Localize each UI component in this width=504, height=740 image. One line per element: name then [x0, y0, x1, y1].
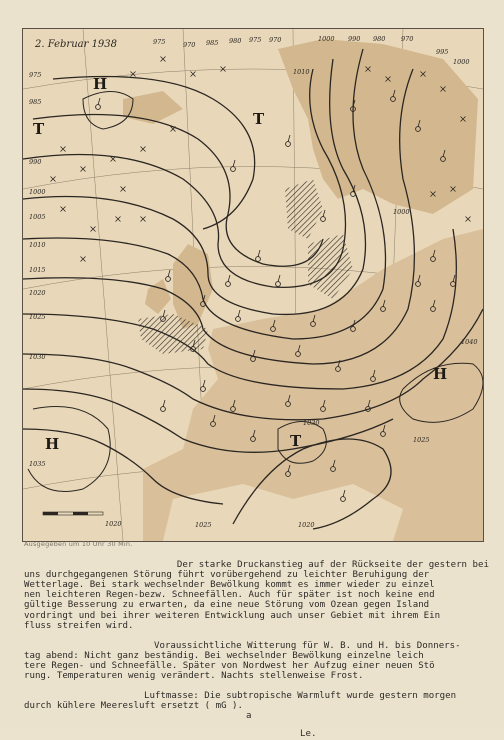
snow-symbol [191, 72, 196, 77]
isobar-label: 1020 [105, 520, 122, 528]
isobar-label: 1025 [413, 436, 430, 444]
intro-line: Wetterlage. Bei stark wechselnder Bewölkung kommt es immer wieder zu einzel [24, 580, 435, 591]
station-symbol [226, 282, 231, 287]
isobar-label: 990 [29, 158, 42, 166]
isobar-label: 975 [249, 36, 262, 44]
station-symbol [286, 142, 291, 147]
air-mass-line: Luftmasse: Die subtropische Warmluft wurde gestern morgen [144, 691, 457, 702]
isobar-label: 980 [373, 35, 386, 43]
air-mass-subscript: a [246, 711, 252, 722]
station-symbol [161, 407, 166, 412]
intro-line: gültige Besserung zu erwarten, da eine neue Störung vom Ozean gegen Island [24, 600, 430, 611]
outlook-line: Voraussichtliche Witterung für W. B. und H. bis Donners- [154, 640, 461, 651]
weather-map [22, 28, 484, 542]
weather-map-drawing [23, 29, 483, 541]
snow-symbol [141, 217, 146, 222]
intro-line: fluss streifen wird. [24, 620, 134, 631]
intro-line: vordringt und bei ihrer weiteren Entwicklung auch unser Gebiet mit ihrem Ein [24, 610, 441, 621]
outlook-line: tag abend: Nicht ganz beständig. Bei wechselnder Bewölkung einzelne leich [24, 650, 424, 661]
isobar-label: 975 [29, 71, 42, 79]
isobar-label: 970 [401, 35, 414, 43]
air-mass-note [24, 691, 490, 721]
wind-barb [278, 275, 280, 282]
isobar-label: 1000 [393, 208, 410, 216]
snow-symbol [141, 147, 146, 152]
low-center-north-sea: T [253, 110, 265, 128]
outlook-line: rung. Temperaturen wenig verändert. Nachts stellenweise Frost. [24, 671, 364, 682]
station-symbol [201, 387, 206, 392]
snow-symbol [466, 217, 471, 222]
high-center-east: H [433, 365, 448, 383]
isobar-label: 1010 [29, 241, 46, 249]
wind-barb [233, 160, 235, 167]
snow-symbol [111, 157, 116, 162]
snow-symbol [61, 207, 66, 212]
snow-symbol [221, 67, 226, 72]
isobar-label: 1035 [29, 460, 46, 468]
station-symbol [166, 277, 171, 282]
station-symbol [231, 167, 236, 172]
snow-symbol [61, 147, 66, 152]
isobar-label: 1030 [303, 419, 320, 427]
isobar-label: 985 [206, 39, 219, 47]
isobar-label: 1000 [453, 58, 470, 66]
isobar-label: 1020 [298, 521, 315, 529]
isobar-label: 975 [153, 38, 166, 46]
isobar-label: 1000 [318, 35, 335, 43]
isobar-label: 1030 [29, 353, 46, 361]
wind-barb [168, 270, 170, 277]
snow-symbol [91, 227, 96, 232]
station-symbol [276, 282, 281, 287]
isobar-label: 1025 [195, 521, 212, 529]
isobar-label: 970 [183, 41, 196, 49]
high-center-atlantic: H [45, 435, 60, 453]
wind-barb [288, 135, 290, 142]
isobar-label: 1005 [29, 213, 46, 221]
map-date: 2. Februar 1938 [35, 39, 118, 50]
air-mass-line: durch kühlere Meeresluft ersetzt ( mG ). [24, 701, 243, 712]
isobar-label: 985 [29, 98, 42, 106]
isobar-label: 1020 [29, 289, 46, 297]
signature: Le. [300, 729, 317, 740]
low-center-northwest: T [33, 120, 45, 138]
scale-bar [43, 512, 103, 515]
snow-symbol [161, 57, 166, 62]
isobar-label: 1000 [29, 188, 46, 196]
isobar-label: 990 [348, 35, 361, 43]
station-symbol [256, 257, 261, 262]
precipitation-area-central [308, 234, 353, 299]
ireland-landmass [145, 279, 171, 314]
outlook-line: tere Regen- und Schneefälle. Später von Nordwest her Aufzug einer neuen Stö [24, 660, 435, 671]
station-symbol [96, 105, 101, 110]
station-symbol [236, 317, 241, 322]
intro-line: nen leichteren Regen-bezw. Schneefällen. Auch für später ist noch keine end [24, 590, 435, 601]
snow-symbol [81, 257, 86, 262]
wind-barb [228, 275, 230, 282]
isobar-label: 995 [436, 48, 449, 56]
wind-barb [323, 210, 325, 217]
wind-barb [203, 380, 205, 387]
wind-barb [98, 98, 100, 105]
britain-landmass [173, 244, 213, 329]
snow-symbol [131, 72, 136, 77]
isobar-label: 980 [229, 37, 242, 45]
low-center-alps: T [290, 432, 302, 450]
intro-line: uns durchgegangenen Störung führt vorübergehend zu leichter Beruhigung der [24, 570, 430, 581]
snow-symbol [81, 167, 86, 172]
forecast-outlook [24, 641, 490, 681]
wind-barb [258, 250, 260, 257]
wind-barb [238, 310, 240, 317]
station-symbol [321, 217, 326, 222]
snow-symbol [51, 177, 56, 182]
isobar-label: 1040 [461, 338, 478, 346]
intro-line: Der starke Druckanstieg auf der Rückseite der gestern bei [176, 560, 489, 571]
high-center-north: H [93, 75, 108, 93]
forecast-intro [24, 550, 490, 631]
precipitation-area-north [285, 179, 323, 239]
snow-symbol [116, 217, 121, 222]
isobar-label: 1025 [29, 313, 46, 321]
issue-time-note: Ausgegeben um 10 Uhr 30 Min. [24, 540, 133, 548]
isobar-label: 1010 [293, 68, 310, 76]
isobar-label: 1015 [29, 266, 46, 274]
snow-symbol [121, 187, 126, 192]
isobar-label: 970 [269, 36, 282, 44]
wind-barb [163, 400, 165, 407]
forecast-text [24, 550, 490, 740]
